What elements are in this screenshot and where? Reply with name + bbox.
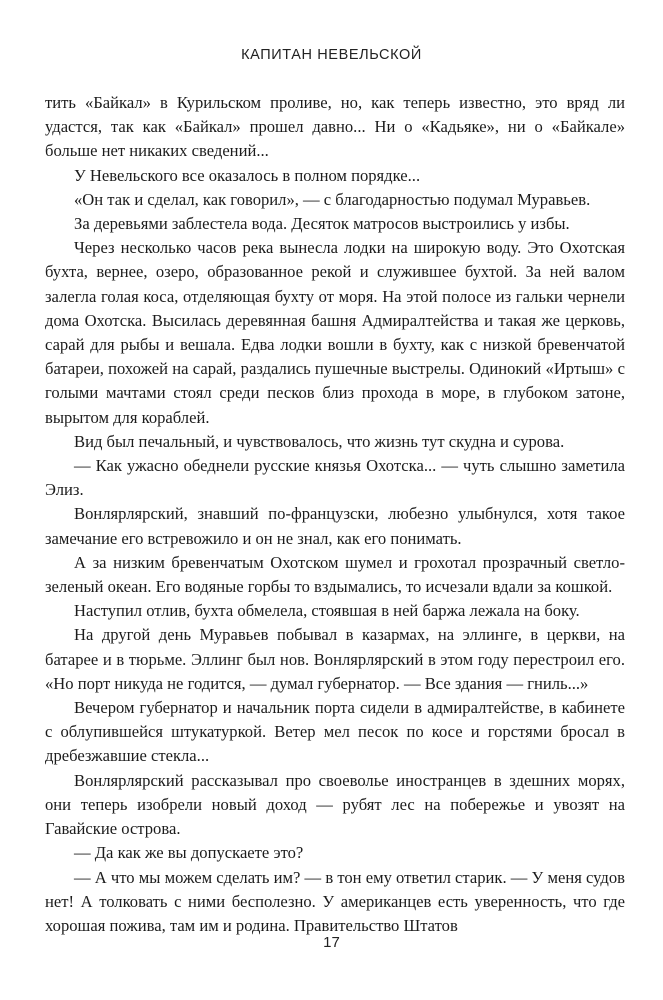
paragraph: — А что мы можем сделать им? — в тон ему ответил старик. — У меня судов нет! А толковать с ними бесполезно. У американцев есть уверенность, что где хорошая пожива, там им и родина. Правительство Штатов [45, 867, 625, 935]
paragraph: Вонлярлярский рассказывал про своеволье иностранцев в здешних морях, они теперь изобрели новый доход — рубят лес на побережье и увозят на Гавайские острова. [45, 770, 625, 839]
paragraph: На другой день Муравьев побывал в казармах, на эллинге, в церкви, на батарее и в тюрьме. Эллинг был нов. Вонлярлярский в этом году перестроил его. «Но порт никуда не годится, — думал губернатор. — Все здания — гниль...» [45, 625, 625, 693]
paragraph: «Он так и сделал, как говорил», — с благодарностью подумал Муравьев. [74, 189, 591, 209]
paragraph: Вонлярлярский, знавший по-французски, любезно улыбнулся, хотя такое замечание его встревожило и он не знал, как его понимать. [45, 504, 625, 548]
paragraph: Через несколько часов река вынесла лодки на широкую воду. Это Охотская бухта, вернее, озеро, образованное рекой и служившее бухтой. За ней валом залегла голая коса, отделяющая бухту от моря. На этой полосе из гальки чернели дома Охотска. Высилась деревянная башня Адмиралтейства и такая же церковь, сарай для рыбы и вешала. Едва лодки вошли в бухту, как с низкой бревенчатой батареи, похожей на сарай, раздались пушечные выстрелы. Одинокий «Иртыш» с голыми мачтами стоял среди песков близ прохода в море, в глубоком затоне, вырытом для кораблей. [45, 238, 625, 427]
running-head: КАПИТАН НЕВЕЛЬСКОЙ [241, 47, 422, 63]
paragraph: За деревьями заблестела вода. Десяток матросов выстроились у избы. [74, 214, 570, 234]
paragraph: Вид был печальный, и чувствовалось, что жизнь тут скудна и сурова. [74, 431, 565, 451]
paragraph: А за низким бревенчатым Охотском шумел и грохотал прозрачный светло-зеленый океан. Его водяные горбы то вздымались, то исчезали вдали за кошкой. [45, 552, 625, 597]
paragraph: Наступил отлив, бухта обмелела, стоявшая в ней баржа лежала на боку. [74, 601, 580, 621]
paragraph: У Невельского все оказалось в полном порядке... [74, 165, 421, 185]
paragraph: — Как ужасно обеднели русские князья Охотска... — чуть слышно заметила Элиз. [45, 456, 625, 500]
paragraph: — Да как же вы допускаете это? [74, 843, 304, 863]
paragraph: тить «Байкал» в Курильском проливе, но, как теперь известно, это вряд ли удастся, так как «Байкал» прошел давно... Ни о «Кадьяке», ни о «Байкале» больше нет никаких сведений... [45, 93, 625, 161]
paragraph: Вечером губернатор и начальник порта сидели в адмиралтействе, в кабинете с облупившейся штукатуркой. Ветер мел песок по косе и горстями бросал в дребезжавшие стекла... [45, 698, 625, 766]
body-text [45, 91, 625, 938]
page-number: 17 [323, 934, 340, 951]
